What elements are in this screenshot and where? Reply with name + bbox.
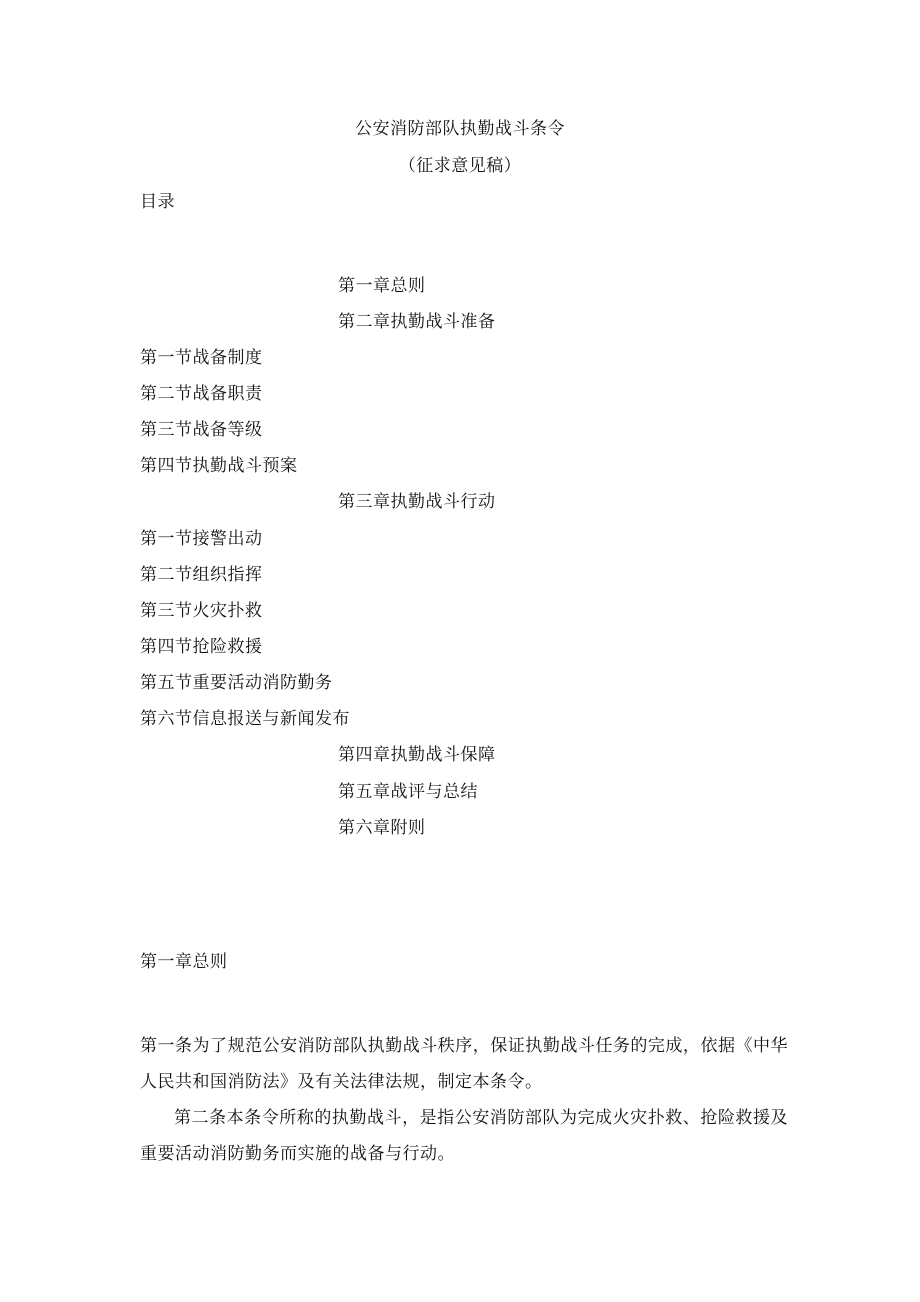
toc-item: 第五章战评与总结 <box>338 782 478 802</box>
toc-item: 第三节火灾扑救 <box>140 601 263 621</box>
toc-item: 第一节接警出动 <box>140 529 263 549</box>
toc-item: 第四节抢险救援 <box>140 637 263 657</box>
toc-item: 第六章附则 <box>338 818 426 838</box>
toc-item: 第五节重要活动消防勤务 <box>140 673 333 693</box>
document-subtitle: （征求意见稿） <box>398 156 522 176</box>
chapter-heading: 第一章总则 <box>140 952 228 972</box>
toc-heading: 目录 <box>140 192 175 212</box>
article-paragraph: 第二条本条令所称的执勤战斗，是指公安消防部队为完成火灾扑救、抢险救援及重要活动消防勤务而实施的战备与行动。 <box>140 1108 788 1164</box>
toc-item: 第四章执勤战斗保障 <box>338 745 496 765</box>
toc-item: 第二节组织指挥 <box>140 565 263 585</box>
toc-item: 第二章执勤战斗准备 <box>338 312 496 332</box>
toc-item: 第一章总则 <box>338 276 426 296</box>
article-paragraph: 第一条为了规范公安消防部队执勤战斗秩序，保证执勤战斗任务的完成，依据《中华人民共和国消防法》及有关法律法规，制定本条令。 <box>140 1036 788 1092</box>
toc-item: 第三章执勤战斗行动 <box>338 492 496 512</box>
toc-item: 第二节战备职责 <box>140 384 263 404</box>
toc-item: 第三节战备等级 <box>140 420 263 440</box>
toc-item: 第一节战备制度 <box>140 348 263 368</box>
document-title: 公安消防部队执勤战斗条令 <box>355 119 565 139</box>
toc-item: 第四节执勤战斗预案 <box>140 456 298 476</box>
toc-item: 第六节信息报送与新闻发布 <box>140 709 350 729</box>
